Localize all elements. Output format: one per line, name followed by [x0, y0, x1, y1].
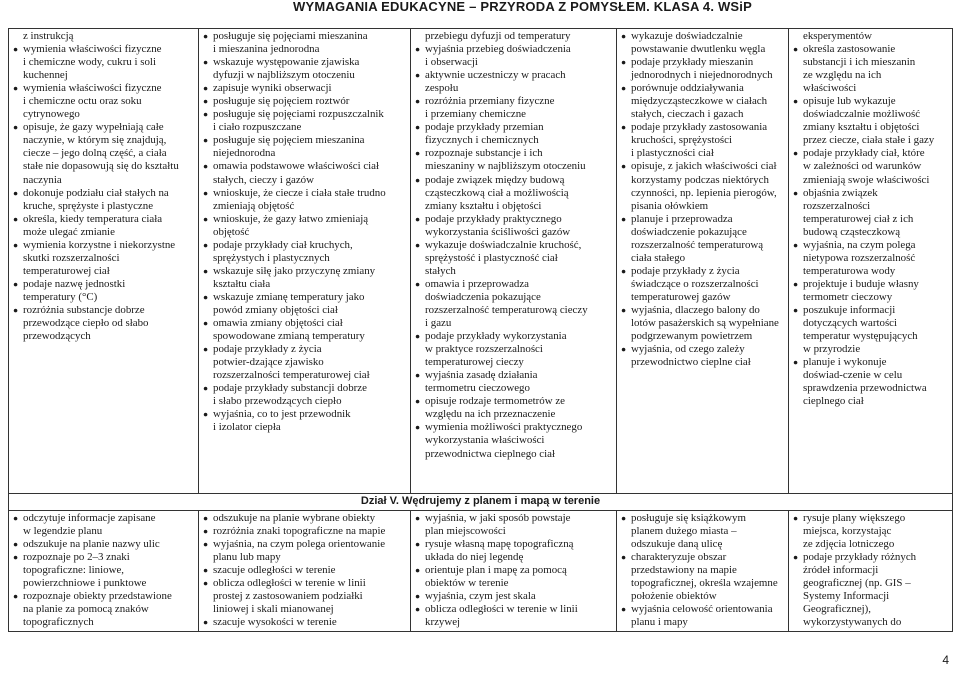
continuation-line: stałych, cieczach i gazach — [631, 108, 744, 121]
bullet-item: ● dokonuje podziału ciał stałych na — [13, 187, 195, 200]
continuation-line: może ulegać zmianie — [23, 225, 115, 238]
grade-2-cell — [9, 511, 199, 632]
continuation-line: stałych — [425, 264, 456, 277]
continuation-line: topograficznej, określa wzajemne — [631, 577, 778, 590]
continuation-line: dyfuzji w najbliższym otoczeniu — [213, 69, 355, 82]
continuation-line: Geograficznej), — [803, 603, 872, 616]
bullet-item: ● podaje przykłady zastosowania — [621, 121, 785, 134]
continuation-line: sprężystość i plastyczność ciał — [425, 251, 558, 264]
bullet-item: ● orientuje plan i mapę za pomocą — [415, 564, 613, 577]
continuation-line: ciecze – jego dolną część, a ciała — [23, 147, 167, 160]
continuation-line: w praktyce rozszerzalności — [425, 343, 543, 356]
continuation-line: świadczące o rozszerzalności — [631, 277, 759, 290]
continuation-line: zmiany kształtu i objętości — [425, 199, 542, 212]
continuation-line: kuchennej — [23, 69, 68, 82]
page-header — [0, 0, 960, 22]
continuation-line: powód zmiany objętości ciał — [213, 303, 338, 316]
bullet-item: ● opisuje, z jakich właściwości ciał — [621, 160, 785, 173]
continuation-line: i mieszanina jednorodna — [213, 43, 320, 56]
continuation-line: doświad-czenie w celu — [803, 369, 903, 382]
continuation-line: przedstawiony na mapie — [631, 564, 737, 577]
bullet-item: ● szacuje wysokości w terenie — [203, 616, 407, 629]
bullet-item: ● wnioskuje, że gazy łatwo zmieniają — [203, 213, 407, 226]
continuation-line: kruche, sprężyste i plastyczne — [23, 199, 154, 212]
continuation-line: przebiegu dyfuzji od temperatury — [425, 30, 571, 42]
bullet-item: ● podaje związek między budową — [415, 174, 613, 187]
bullet-item: ● podaje przykłady z życia — [621, 265, 785, 278]
continuation-line: kształtu ciała — [213, 277, 271, 290]
continuation-line: ze zdjęcia lotniczego — [803, 538, 895, 551]
continuation-line: przewodnictwa cieplnego ciał — [425, 447, 556, 460]
bullet-item: ● posługuje się pojęciami rozpuszczalnik — [203, 108, 407, 121]
bullet-item: ● omawia i przeprowadza — [415, 278, 613, 291]
continuation-line: właściwości — [803, 82, 857, 95]
bullet-item: ● aktywnie uczestniczy w pracach — [415, 69, 613, 82]
continuation-line: planu i mapy — [631, 616, 688, 629]
bullet-item: ● objaśnia związek — [793, 187, 949, 200]
bullet-item: ● rozpoznaje substancje i ich — [415, 147, 613, 160]
bullet-item: ● rozpoznaje obiekty przedstawione — [13, 590, 195, 603]
continuation-line: topograficznych — [23, 616, 94, 629]
continuation-line: zmiany kształtu i objętości — [803, 121, 920, 134]
continuation-line: plan miejscowości — [425, 525, 506, 538]
continuation-line: międzycząsteczkowe w ciałach — [631, 95, 768, 108]
continuation-line: budową cząsteczkową — [803, 225, 901, 238]
continuation-line: przewodzących — [23, 330, 91, 343]
continuation-line: temperaturowej gazów — [631, 290, 731, 303]
continuation-line: geograficznej (np. GIS – — [803, 577, 911, 590]
continuation-line: liniowej i skali mianowanej — [213, 603, 334, 616]
document-title: WYMAGANIA EDUKACYNE – PRZYRODA Z POMYSŁEM. KLASA 4. WSiP — [292, 0, 752, 14]
bullet-item: ● podaje przykłady substancji dobrze — [203, 382, 407, 395]
continuation-line: sprawdzenia przewodnictwa — [803, 382, 927, 395]
continuation-line: stałych, cieczy i gazów — [213, 173, 314, 186]
bullet-item: ● wymienia możliwości praktycznego — [415, 421, 613, 434]
bullet-item: ● wymienia korzystne i niekorzystne — [13, 239, 195, 252]
continuation-line: temperaturowej ciał — [23, 264, 110, 277]
continuation-line: układa do niej legendę — [425, 551, 524, 564]
section-title: Dział V. Wędrujemy z planem i mapą w terenie — [9, 494, 953, 511]
bullet-item: ● posługuje się książkowym — [621, 512, 785, 525]
continuation-line: wykorzystania właściwości — [425, 434, 545, 447]
grade-5-cell — [617, 29, 789, 494]
bullet-item: ● planuje i wykonuje — [793, 356, 949, 369]
bullet-item: ● podaje przykłady ciał kruchych, — [203, 239, 407, 252]
bullet-item: ● wymienia właściwości fizyczne — [13, 43, 195, 56]
continuation-line: dotyczących wartości — [803, 317, 898, 330]
bullet-item: ● odszukuje na planie wybrane obiekty — [203, 512, 407, 525]
continuation-line: w zależności od warunków — [803, 160, 922, 173]
bullet-item: ● wykazuje doświadczalnie — [621, 30, 785, 43]
bullet-item: ● posługuje się pojęciem mieszanina — [203, 134, 407, 147]
grade-4-cell — [411, 511, 617, 632]
grade-6-cell — [789, 29, 953, 494]
continuation-line: źródeł informacji — [803, 564, 879, 577]
bullet-item: ● porównuje oddziaływania — [621, 82, 785, 95]
bullet-item: ● wyjaśnia celowość orientowania — [621, 603, 785, 616]
continuation-line: mieszaniny w najbliższym otoczeniu — [425, 160, 586, 173]
continuation-line: i obserwacji — [425, 56, 478, 69]
continuation-line: cząsteczkową ciał a możliwością — [425, 186, 569, 199]
bullet-item: ● rozróżnia przemiany fizyczne — [415, 95, 613, 108]
bullet-item: ● oblicza odległości w terenie w linii — [415, 603, 613, 616]
bullet-item: ● projektuje i buduje własny — [793, 278, 949, 291]
bullet-item: ● opisuje rodzaje termometrów ze — [415, 395, 613, 408]
bullet-item: ● szacuje odległości w terenie — [203, 564, 407, 577]
continuation-line: miejsca, korzystając — [803, 525, 892, 538]
continuation-line: topograficzne: liniowe, — [23, 564, 125, 577]
continuation-line: cieplnego ciał — [803, 395, 864, 408]
continuation-line: doświadczenie pokazujące — [631, 225, 747, 238]
continuation-line: temperatur występujących — [803, 330, 918, 343]
bullet-item: ● wyjaśnia, na czym polega orientowanie — [203, 538, 407, 551]
continuation-line: planem dużego miasta – — [631, 525, 737, 538]
grade-4-cell — [411, 29, 617, 494]
continuation-line: przez ciecze, ciała stałe i gazy — [803, 134, 935, 147]
bullet-item: ● charakteryzuje obszar — [621, 551, 785, 564]
continuation-line: naczynie, w którym się znajdują, — [23, 134, 167, 147]
continuation-line: doświadczalnie możliwość — [803, 108, 921, 121]
continuation-line: termometru cieczowego — [425, 382, 530, 395]
continuation-line: i gazu — [425, 317, 452, 330]
continuation-line: powstawanie dwutlenku węgla — [631, 43, 766, 56]
continuation-line: zespołu — [425, 82, 459, 95]
grade-6-cell — [789, 511, 953, 632]
page-number: 4 — [942, 653, 949, 667]
continuation-line: niejednorodna — [213, 147, 276, 160]
bullet-item: ● wnioskuje, że ciecze i ciała stałe trudno — [203, 187, 407, 200]
continuation-line: temperaturowej ciał z ich — [803, 212, 914, 225]
continuation-line: doświadczenia pokazujące — [425, 290, 541, 303]
continuation-line: i przemiany chemiczne — [425, 108, 526, 121]
continuation-line: powierzchniowe i punktowe — [23, 577, 147, 590]
table-row — [9, 511, 953, 632]
continuation-line: Systemy Informacji — [803, 590, 890, 603]
continuation-line: ciała stałego — [631, 251, 686, 264]
continuation-line: odszukuje daną ulicę — [631, 538, 723, 551]
continuation-line: i izolator ciepła — [213, 421, 281, 434]
continuation-line: substancji i ich mieszanin — [803, 56, 916, 69]
bullet-item: ● oblicza odległości w terenie w linii — [203, 577, 407, 590]
continuation-line: przewodnictwo cieplne ciał — [631, 356, 751, 369]
bullet-item: ● omawia zmiany objętości ciał — [203, 317, 407, 330]
continuation-line: termometr cieczowy — [803, 290, 893, 303]
bullet-item: ● podaje przykłady przemian — [415, 121, 613, 134]
continuation-line: zmieniają objętość — [213, 199, 295, 212]
continuation-line: podgrzewanym powietrzem — [631, 330, 753, 343]
continuation-line: pisania ołówkiem — [631, 199, 709, 212]
bullet-item: ● określa zastosowanie — [793, 43, 949, 56]
bullet-item: ● wyjaśnia, dlaczego balony do — [621, 304, 785, 317]
bullet-item: ● wyjaśnia przebieg doświadczenia — [415, 43, 613, 56]
bullet-item: ● wyjaśnia, w jaki sposób powstaje — [415, 512, 613, 525]
bullet-item: ● określa, kiedy temperatura ciała — [13, 213, 195, 226]
continuation-line: i chemiczne wody, cukru i soli — [23, 56, 156, 69]
bullet-item: ● posługuje się pojęciami mieszanina — [203, 30, 407, 43]
continuation-line: eksperymentów — [803, 30, 872, 42]
continuation-line: planu lub mapy — [213, 551, 281, 564]
bullet-item: ● rozpoznaje po 2–3 znaki — [13, 551, 195, 564]
continuation-line: wykorzystywanych do — [803, 616, 902, 629]
continuation-line: obiektów w terenie — [425, 577, 509, 590]
bullet-item: ● podaje przykłady mieszanin — [621, 56, 785, 69]
continuation-line: temperatury (°C) — [23, 290, 98, 303]
continuation-line: skutki rozszerzalności — [23, 251, 120, 264]
bullet-item: ● wykazuje doświadczalnie kruchość, — [415, 239, 613, 252]
continuation-line: naczynia — [23, 173, 62, 186]
table-row — [9, 29, 953, 494]
bullet-item: ● wymienia właściwości fizyczne — [13, 82, 195, 95]
bullet-item: ● wskazuje występowanie zjawiska — [203, 56, 407, 69]
bullet-item: ● rysuje własną mapę topograficzną — [415, 538, 613, 551]
continuation-line: prostej z zastosowaniem podziałki — [213, 590, 363, 603]
continuation-line: rozszerzalności temperaturowej ciał — [213, 369, 370, 382]
continuation-line: na planie za pomocą znaków — [23, 603, 149, 616]
bullet-item: ● opisuje lub wykazuje — [793, 95, 949, 108]
grade-5-cell — [617, 511, 789, 632]
bullet-item: ● wyjaśnia, co to jest przewodnik — [203, 408, 407, 421]
bullet-item: ● podaje przykłady ciał, które — [793, 147, 949, 160]
bullet-item: ● wyjaśnia, na czym polega — [793, 239, 949, 252]
continuation-line: i słabo przewodzących ciepło — [213, 395, 342, 408]
continuation-line: temperaturowa wody — [803, 264, 896, 277]
continuation-line: przewodzące ciepło od słabo — [23, 317, 149, 330]
requirements-table — [8, 28, 953, 632]
continuation-line: objętość — [213, 225, 250, 238]
continuation-line: względu na ich przeznaczenie — [425, 408, 556, 421]
section-header-row — [9, 494, 953, 511]
continuation-line: korzystamy podczas niektórych — [631, 173, 769, 186]
grade-3-cell — [199, 29, 411, 494]
bullet-item: ● opisuje, że gazy wypełniają całe — [13, 121, 195, 134]
continuation-line: położenie obiektów — [631, 590, 717, 603]
bullet-item: ● wskazuje siłę jako przyczynę zmiany — [203, 265, 407, 278]
bullet-item: ● planuje i przeprowadza — [621, 213, 785, 226]
continuation-line: potwier-dzające zjawisko — [213, 356, 324, 369]
bullet-item: ● podaje przykłady wykorzystania — [415, 330, 613, 343]
bullet-item: ● podaje przykłady różnych — [793, 551, 949, 564]
bullet-item: ● wyjaśnia zasadę działania — [415, 369, 613, 382]
continuation-line: ze względu na ich — [803, 69, 882, 82]
continuation-line: w legendzie planu — [23, 525, 103, 538]
continuation-line: lotów pasażerskich są wypełniane — [631, 317, 779, 330]
continuation-line: spowodowane zmianą temperatury — [213, 330, 365, 343]
continuation-line: zmieniają swoje właściwości — [803, 173, 930, 186]
bullet-item: ● podaje przykłady praktycznego — [415, 213, 613, 226]
bullet-item: ● podaje nazwę jednostki — [13, 278, 195, 291]
continuation-line: nietypowa rozszerzalność — [803, 251, 916, 264]
bullet-item: ● odczytuje informacje zapisane — [13, 512, 195, 525]
continuation-line: wykorzystania ściśliwości gazów — [425, 225, 571, 238]
bullet-item: ● posługuje się pojęciem roztwór — [203, 95, 407, 108]
grade-3-cell — [199, 511, 411, 632]
continuation-line: fizycznych i chemicznych — [425, 134, 539, 147]
continuation-line: i plastyczności ciał — [631, 147, 714, 160]
bullet-item: ● poszukuje informacji — [793, 304, 949, 317]
bullet-item: ● zapisuje wyniki obserwacji — [203, 82, 407, 95]
continuation-line: jednorodnych i niejednorodnych — [631, 69, 773, 82]
continuation-line: sprężystych i plastycznych — [213, 251, 330, 264]
continuation-line: stałe nie dopasowują się do kształtu — [23, 160, 179, 173]
continuation-line: z instrukcją — [23, 30, 74, 42]
continuation-line: rozszerzalności — [803, 199, 871, 212]
bullet-item: ● wyjaśnia, od czego zależy — [621, 343, 785, 356]
bullet-item: ● podaje przykłady z życia — [203, 343, 407, 356]
bullet-item: ● wyjaśnia, czym jest skala — [415, 590, 613, 603]
continuation-line: temperaturowej cieczy — [425, 356, 524, 369]
bullet-item: ● rozróżnia substancje dobrze — [13, 304, 195, 317]
bullet-item: ● rysuje plany większego — [793, 512, 949, 525]
continuation-line: i ciało rozpuszczane — [213, 121, 302, 134]
continuation-line: i chemiczne octu oraz soku — [23, 95, 142, 108]
bullet-item: ● odszukuje na planie nazwy ulic — [13, 538, 195, 551]
bullet-item: ● rozróżnia znaki topograficzne na mapie — [203, 525, 407, 538]
continuation-line: czynności, np. lepienia pierogów, — [631, 186, 777, 199]
bullet-item: ● omawia podstawowe właściwości ciał — [203, 160, 407, 173]
continuation-line: rozszerzalność temperaturową cieczy — [425, 303, 588, 316]
continuation-line: krzywej — [425, 616, 461, 629]
grade-2-cell — [9, 29, 199, 494]
continuation-line: kruchości, sprężystości — [631, 134, 733, 147]
continuation-line: rozszerzalność temperaturową — [631, 238, 764, 251]
continuation-line: w przyrodzie — [803, 343, 861, 356]
continuation-line: cytrynowego — [23, 108, 80, 121]
bullet-item: ● wskazuje zmianę temperatury jako — [203, 291, 407, 304]
